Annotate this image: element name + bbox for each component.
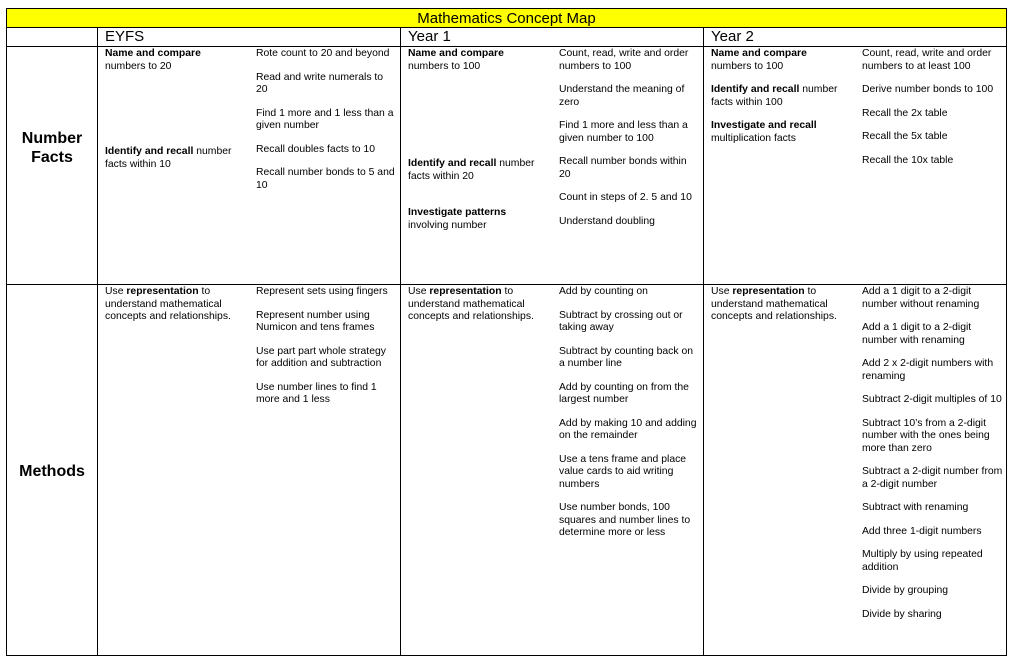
list-item: Use number bonds, 100 squares and number lines to determine more or less — [559, 502, 691, 538]
year2-number-facts-left — [711, 48, 851, 156]
list-item: Name and compare numbers to 100 — [408, 48, 504, 72]
list-item: Recall the 2x table — [862, 107, 948, 119]
list-item: Read and write numerals to 20 — [256, 71, 384, 95]
row-header-methods: Methods — [19, 463, 85, 480]
list-item: Add 2 x 2-digit numbers with renaming — [862, 358, 994, 382]
list-item: Represent number using Numicon and tens frames — [256, 309, 375, 333]
list-item: Multiply by using repeated addition — [862, 549, 983, 573]
eyfs-methods-left: Use representation to understand mathematical concepts and relationships. — [105, 286, 231, 322]
list-item: Use a tens frame and place value cards to aid writing numbers — [559, 453, 687, 490]
year2-methods-right — [862, 286, 1004, 632]
column-divider-eyfs — [400, 28, 401, 656]
list-item: Use number lines to find 1 more and 1 less — [256, 381, 377, 405]
year2-number-facts-right — [862, 48, 1004, 178]
list-item: Recall the 5x table — [862, 131, 948, 142]
header-year1: Year 1 — [408, 28, 451, 45]
list-item: Subtract 10’s from a 2-digit number with the ones being more than zero — [862, 417, 990, 454]
list-item: Count, read, write and order numbers to at least 100 — [862, 48, 992, 72]
list-item: Add a 1 digit to a 2-digit number with renaming — [862, 322, 972, 346]
eyfs-number-facts-right — [256, 48, 396, 203]
list-item: Count, read, write and order numbers to 100 — [559, 48, 689, 72]
list-item: Identify and recall number facts within 20 — [408, 158, 535, 182]
list-item: Name and compare numbers to 20 — [105, 48, 201, 72]
header-divider — [6, 46, 1007, 47]
list-item: Add by making 10 and adding on the remainder — [559, 417, 697, 441]
list-item: Use part part whole strategy for addition and subtraction — [256, 345, 386, 369]
list-item: Subtract with renaming — [862, 502, 969, 513]
list-item: Recall doubles facts to 10 — [256, 143, 375, 155]
list-item: Find 1 more and 1 less than a given number — [256, 107, 394, 131]
list-item: Subtract a 2-digit number from a 2-digit number — [862, 466, 1003, 490]
list-item: Add a 1 digit to a 2-digit number without renaming — [862, 286, 980, 310]
list-item: Identify and recall number facts within 10 — [105, 146, 232, 170]
year1-methods-right — [559, 286, 699, 551]
eyfs-number-facts-left — [105, 48, 245, 170]
list-item: Subtract by crossing out or taking away — [559, 309, 683, 333]
year1-number-facts-left — [408, 48, 548, 231]
year1-methods-left: Use representation to understand mathematical concepts and relationships. — [408, 286, 534, 322]
list-item: Investigate and recall multiplication facts — [711, 120, 817, 144]
row-header-number-facts: Number Facts — [21, 130, 83, 166]
list-item: Derive number bonds to 100 — [862, 84, 994, 95]
list-item: Recall number bonds to 5 and 10 — [256, 167, 395, 191]
list-item: Investigate patterns involving number — [408, 207, 507, 231]
list-item: Represent sets using fingers — [256, 286, 388, 297]
header-eyfs: EYFS — [105, 28, 145, 45]
list-item: Count in steps of 2. 5 and 10 — [559, 192, 692, 203]
list-item: Recall the 10x table — [862, 154, 954, 166]
list-item: Rote count to 20 and beyond — [256, 48, 390, 59]
list-item: Find 1 more and less than a given number to 100 — [559, 120, 688, 144]
list-item: Understand the meaning of zero — [559, 84, 685, 108]
header-year2: Year 2 — [711, 28, 754, 45]
list-item: Subtract by counting back on a number line — [559, 345, 694, 369]
list-item: Divide by sharing — [862, 608, 942, 620]
table-title: Mathematics Concept Map — [6, 8, 1007, 28]
list-item: Name and compare numbers to 100 — [711, 48, 807, 72]
eyfs-methods-right — [256, 286, 396, 418]
list-item: Add three 1-digit numbers — [862, 525, 982, 537]
list-item: Recall number bonds within 20 — [559, 156, 687, 180]
list-item: Subtract 2-digit multiples of 10 — [862, 394, 1002, 405]
concept-map-table — [6, 8, 1007, 656]
list-item: Identify and recall number facts within 100 — [711, 84, 838, 108]
list-item: Add by counting on from the largest number — [559, 381, 689, 405]
column-divider-year1 — [703, 28, 704, 656]
list-item: Divide by grouping — [862, 585, 949, 596]
row-divider — [6, 284, 1007, 285]
list-item: Add by counting on — [559, 286, 648, 297]
year1-number-facts-right — [559, 48, 699, 239]
list-item: Understand doubling — [559, 215, 655, 227]
column-divider-rowhdr — [97, 28, 98, 656]
year2-methods-left: Use representation to understand mathematical concepts and relationships. — [711, 286, 837, 322]
